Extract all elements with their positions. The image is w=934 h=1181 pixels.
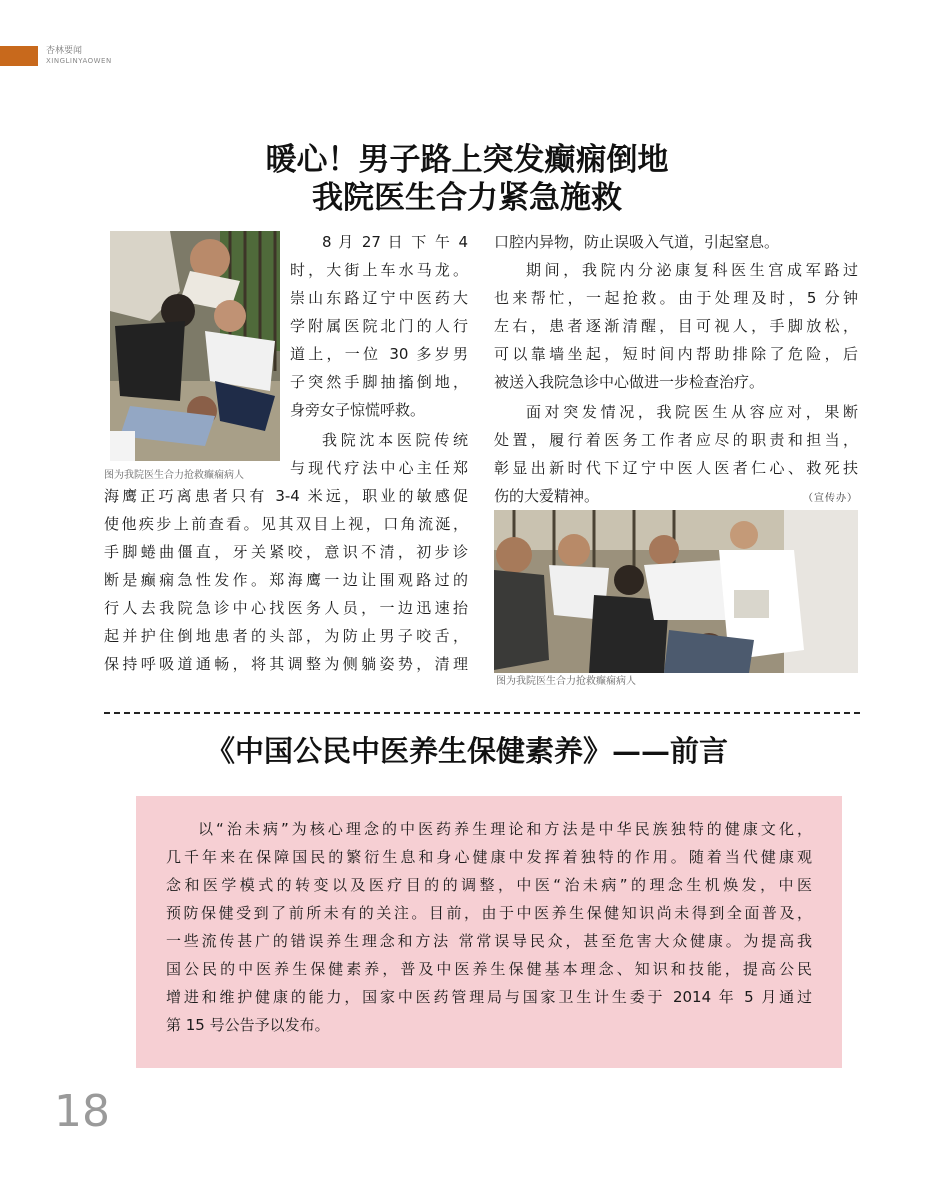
- preface-box: [136, 796, 842, 1068]
- right-col-line: 左右，患者逐渐清醒，目可视人，手脚放松，: [494, 317, 858, 335]
- preface-line: 增进和维护健康的能力，国家中医药管理局与国家卫生计生委于 2014 年 5 月通过: [166, 988, 812, 1006]
- preface-line: 预防保健受到了前所未有的关注。目前，由于中医养生保健知识尚未得到全面普及，: [166, 904, 812, 922]
- section-title-cn: 杏林要闻: [46, 46, 83, 56]
- left-col-line: 身旁女子惊慌呼救。: [290, 401, 426, 419]
- section-title-en: XINGLINYAOWEN: [46, 57, 112, 65]
- section-color-bar: [0, 46, 38, 66]
- right-col-line: 期间，我院内分泌康复科医生宫成军路过: [526, 261, 858, 279]
- preface-line: 念和医学模式的转变以及医疗目的的调整，中医“治未病”的理念生机焕发，中医: [166, 876, 812, 894]
- right-col-line: 处置，履行着医务工作者应尽的职责和担当，: [494, 431, 858, 449]
- left-col-line: 我院沈本医院传统: [322, 431, 468, 449]
- page-number: 18: [54, 1086, 110, 1137]
- preface-line: 第 15 号公告予以发布。: [166, 1016, 330, 1034]
- left-col-line: 保持呼吸道通畅，将其调整为侧躺姿势，清理: [104, 655, 468, 673]
- right-col-line: 面对突发情况，我院医生从容应对，果断: [526, 403, 858, 421]
- left-col-line: 手脚蜷曲僵直，牙关紧咬，意识不清，初步诊: [104, 543, 468, 561]
- right-col-line: 口腔内异物，防止误吸入气道，引起窒息。: [494, 233, 780, 251]
- section-divider: [104, 712, 860, 714]
- left-col-line: 时，大街上车水马龙。: [290, 261, 468, 279]
- left-col-line: 行人去我院急诊中心找医务人员，一边迅速抬: [104, 599, 468, 617]
- left-col-line: 8 月 27 日 下 午 4: [322, 233, 468, 251]
- left-col-line: 子突然手脚抽搐倒地，: [290, 373, 468, 391]
- rescue-photo-2: [494, 510, 858, 673]
- preface-line: 一些流传甚广的错误养生理念和方法 常常误导民众，甚至危害大众健康。为提高我: [166, 932, 812, 950]
- right-col-line: 伤的大爱精神。: [494, 487, 600, 505]
- preface-line: 以“治未病”为核心理念的中医药养生理论和方法是中华民族独特的健康文化，: [198, 820, 812, 838]
- photo2-caption: 图为我院医生合力抢救癫痫病人: [496, 676, 636, 687]
- rescue-photo-1: [110, 231, 280, 461]
- right-col-line: 可以靠墙坐起，短时间内帮助排除了危险，后: [494, 345, 858, 363]
- right-col-line: 彰显出新时代下辽宁中医人医者仁心、救死扶: [494, 459, 858, 477]
- left-col-line: 崇山东路辽宁中医药大: [290, 289, 468, 307]
- left-col-line: 使他疾步上前查看。见其双目上视，口角流涎，: [104, 515, 468, 533]
- article-title-line1: 暖心！男子路上突发癫痫倒地: [265, 142, 669, 178]
- left-col-line: 与现代疗法中心主任郑: [290, 459, 468, 477]
- article-source: （宣传办）: [803, 493, 858, 504]
- preface-line: 几千年来在保障国民的繁衍生息和身心健康中发挥着独特的作用。随着当代健康观: [166, 848, 812, 866]
- right-col-line: 也来帮忙，一起抢救。由于处理及时，5 分钟: [494, 289, 858, 307]
- left-col-line: 海鹰正巧离患者只有 3-4 米远，职业的敏感促: [104, 487, 468, 505]
- preface-line: 国公民的中医养生保健素养，普及中医养生保健基本理念、知识和技能，提高公民: [166, 960, 812, 978]
- article-title-line2: 我院医生合力紧急施救: [312, 180, 622, 216]
- left-col-line: 学附属医院北门的人行: [290, 317, 468, 335]
- left-col-line: 起并护住倒地患者的头部，为防止男子咬舌，: [104, 627, 468, 645]
- article2-title: 《中国公民中医养生保健素养》——前言: [205, 734, 728, 768]
- photo1-caption: 图为我院医生合力抢救癫痫病人: [104, 470, 244, 481]
- left-col-line: 断是癫痫急性发作。郑海鹰一边让围观路过的: [104, 571, 468, 589]
- left-col-line: 道上，一位 30 多岁男: [290, 345, 468, 363]
- right-col-line: 被送入我院急诊中心做进一步检查治疗。: [494, 373, 765, 391]
